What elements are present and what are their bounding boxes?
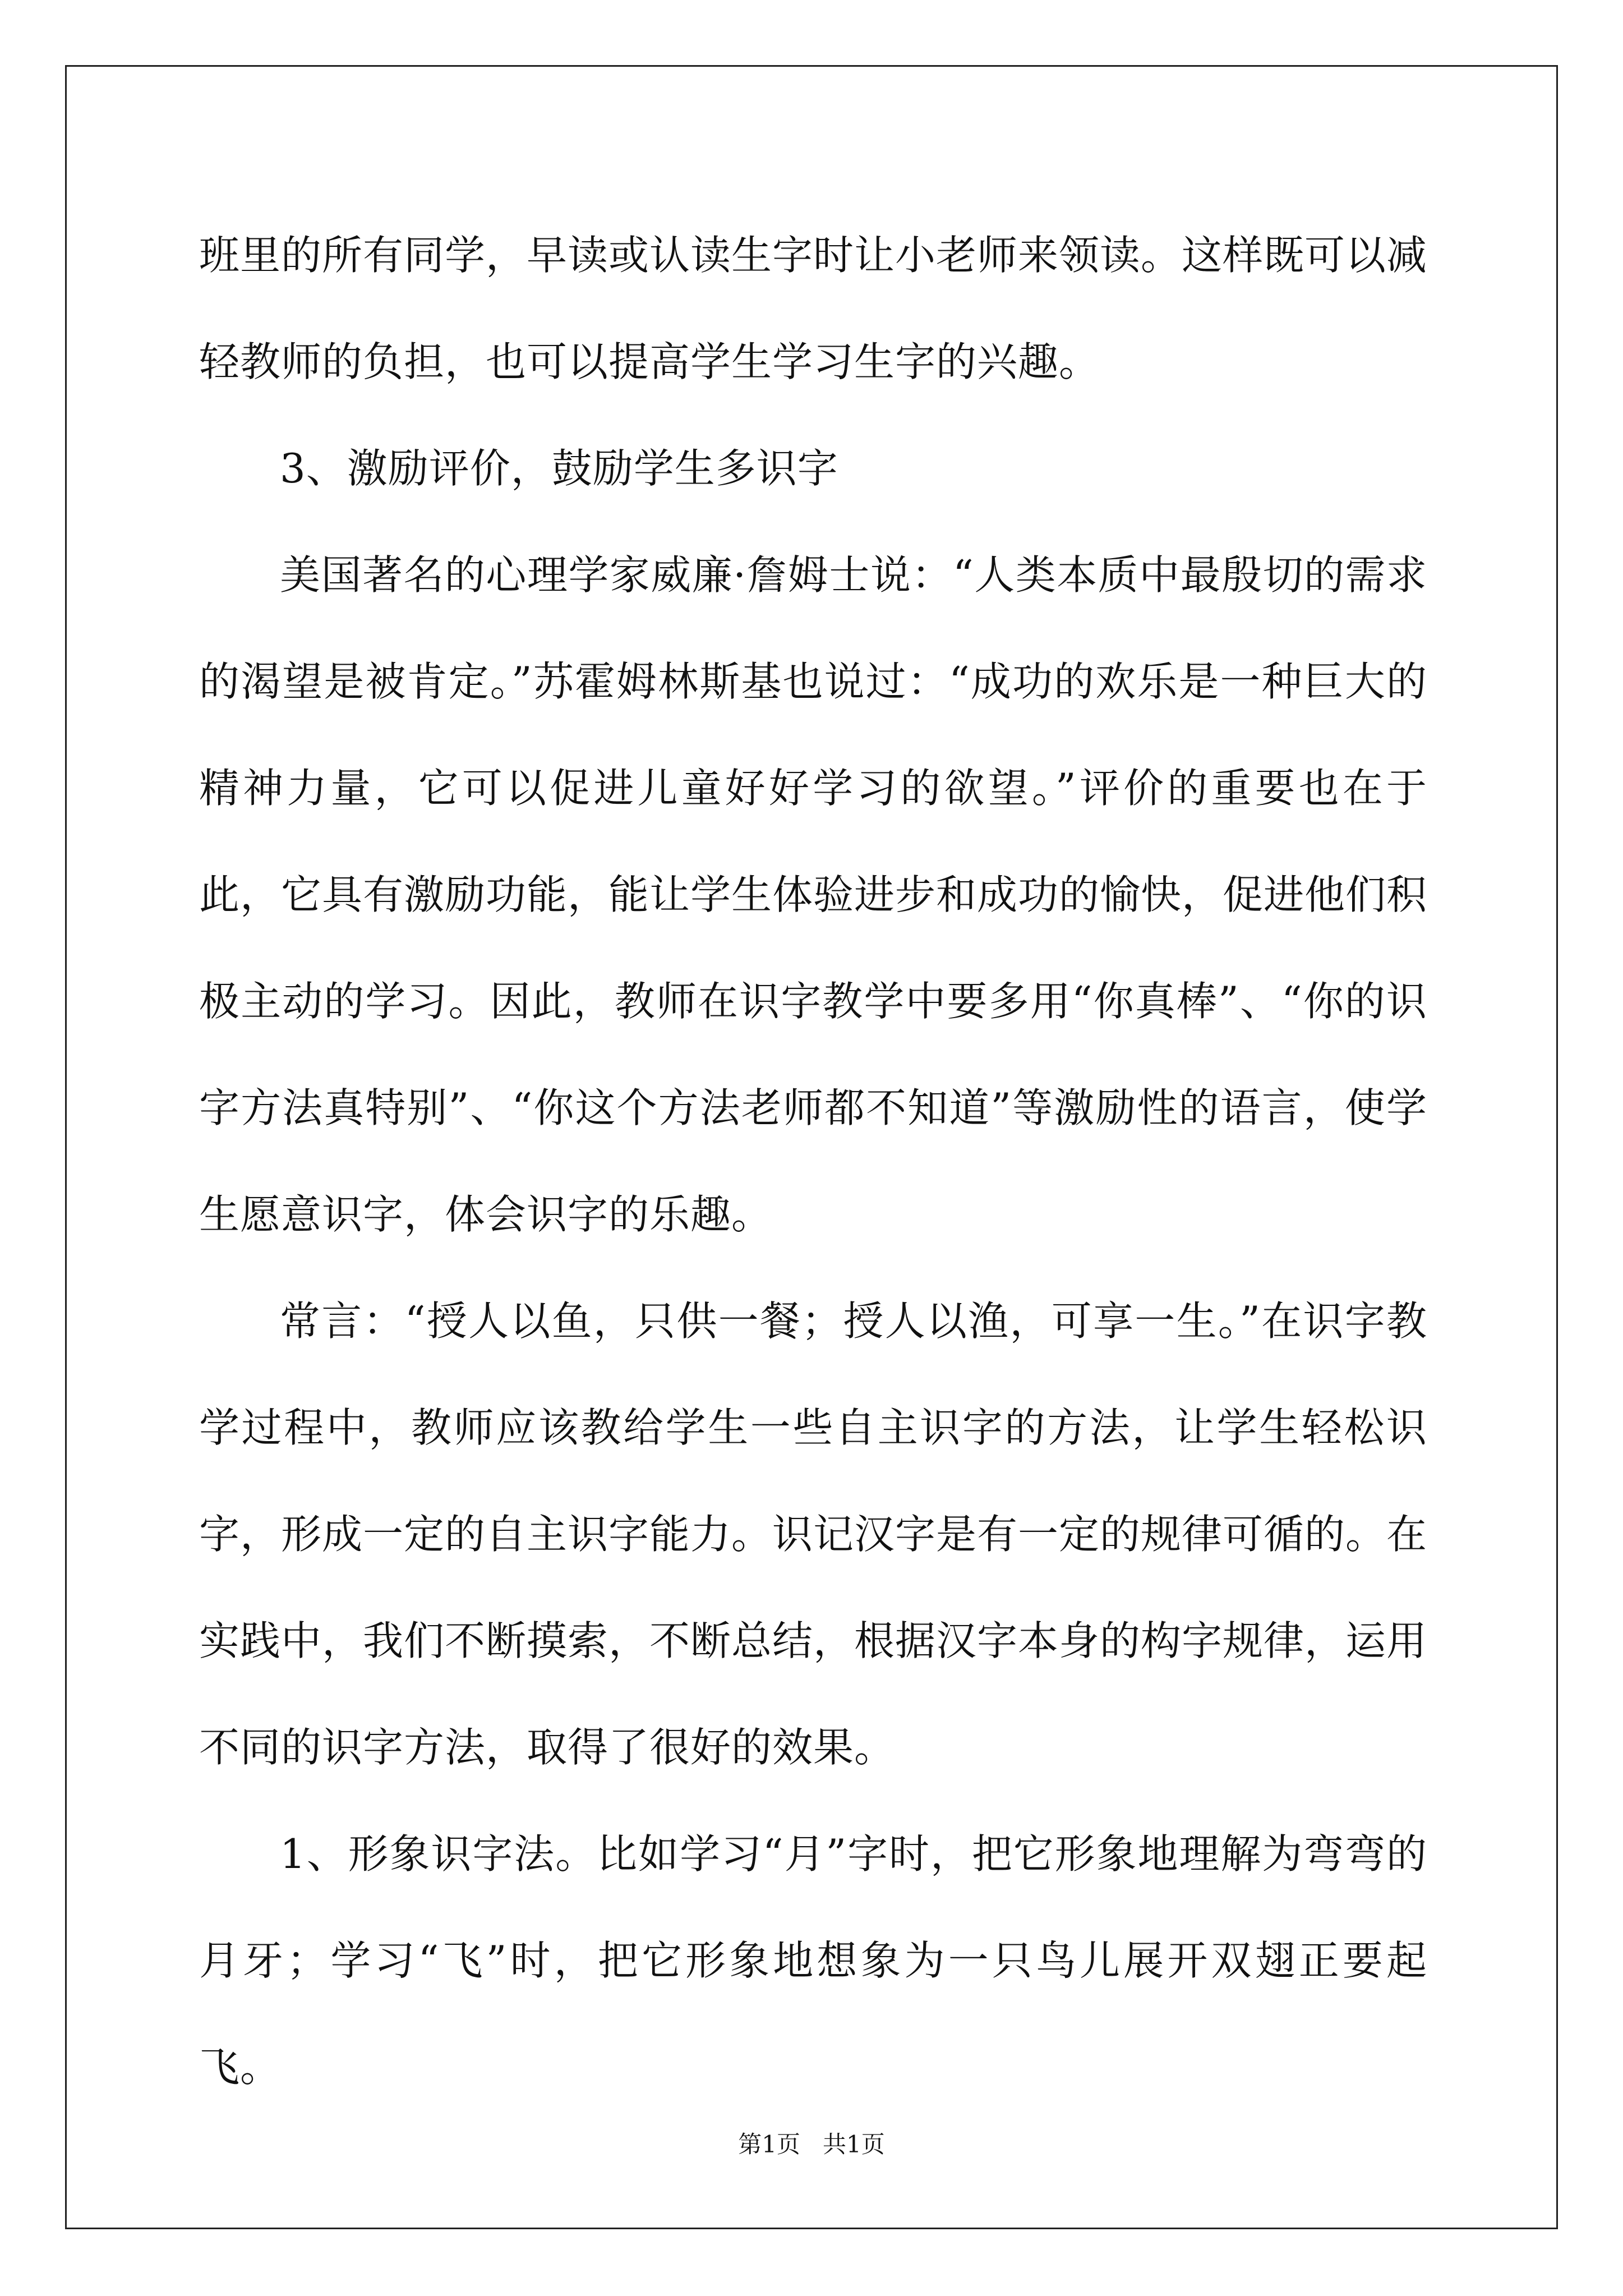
paragraph-4: 常言：“授人以鱼，只供一餐；授人以渔，可享一生。”在识字教学过程中，教师应该教给学生一些自主识字的方法，让学生轻松识字，形成一定的自主识字能力。识记汉字是有一定的规律可循的。在实践中，我们不断摸索，不断总结，根据汉字本身的构字规律，运用不同的识字方法，取得了很好的效果。 xyxy=(199,1297,1428,1771)
paragraph-2-heading: 3、激励评价，鼓励学生多识字 xyxy=(280,445,838,492)
page-total: 共1页 xyxy=(823,2131,885,2158)
paragraph-5: 1、形象识字法。比如学习“月”字时，把它形象地理解为弯弯的月牙；学习“飞”时，把它形象地想象为一只鸟儿展开双翅正要起飞。 xyxy=(199,1830,1427,2091)
page-number: 第1页 xyxy=(738,2131,800,2158)
paragraph-1: 班里的所有同学，早读或认读生字时让小老师来领读。这样既可以减轻教师的负担，也可以提高学生学习生字的兴趣。 xyxy=(199,232,1428,385)
page-footer xyxy=(0,2126,1623,2160)
paragraph-3: 美国著名的心理学家威廉·詹姆士说：“人类本质中最殷切的需求的渴望是被肯定。”苏霍姆林斯基也说过：“成功的欢乐是一种巨大的精神力量，它可以促进儿童好好学习的欲望。”评价的重要也在于此，它具有激励功能，能让学生体验进步和成功的愉快，促进他们积极主动的学习。因此，教师在识字教学中要多用“你真棒”、“你的识字方法真特别”、“你这个方法老师都不知道”等激励性的语言，使学生愿意识字，体会识字的乐趣。 xyxy=(199,551,1428,1238)
document-body xyxy=(199,202,1427,2120)
